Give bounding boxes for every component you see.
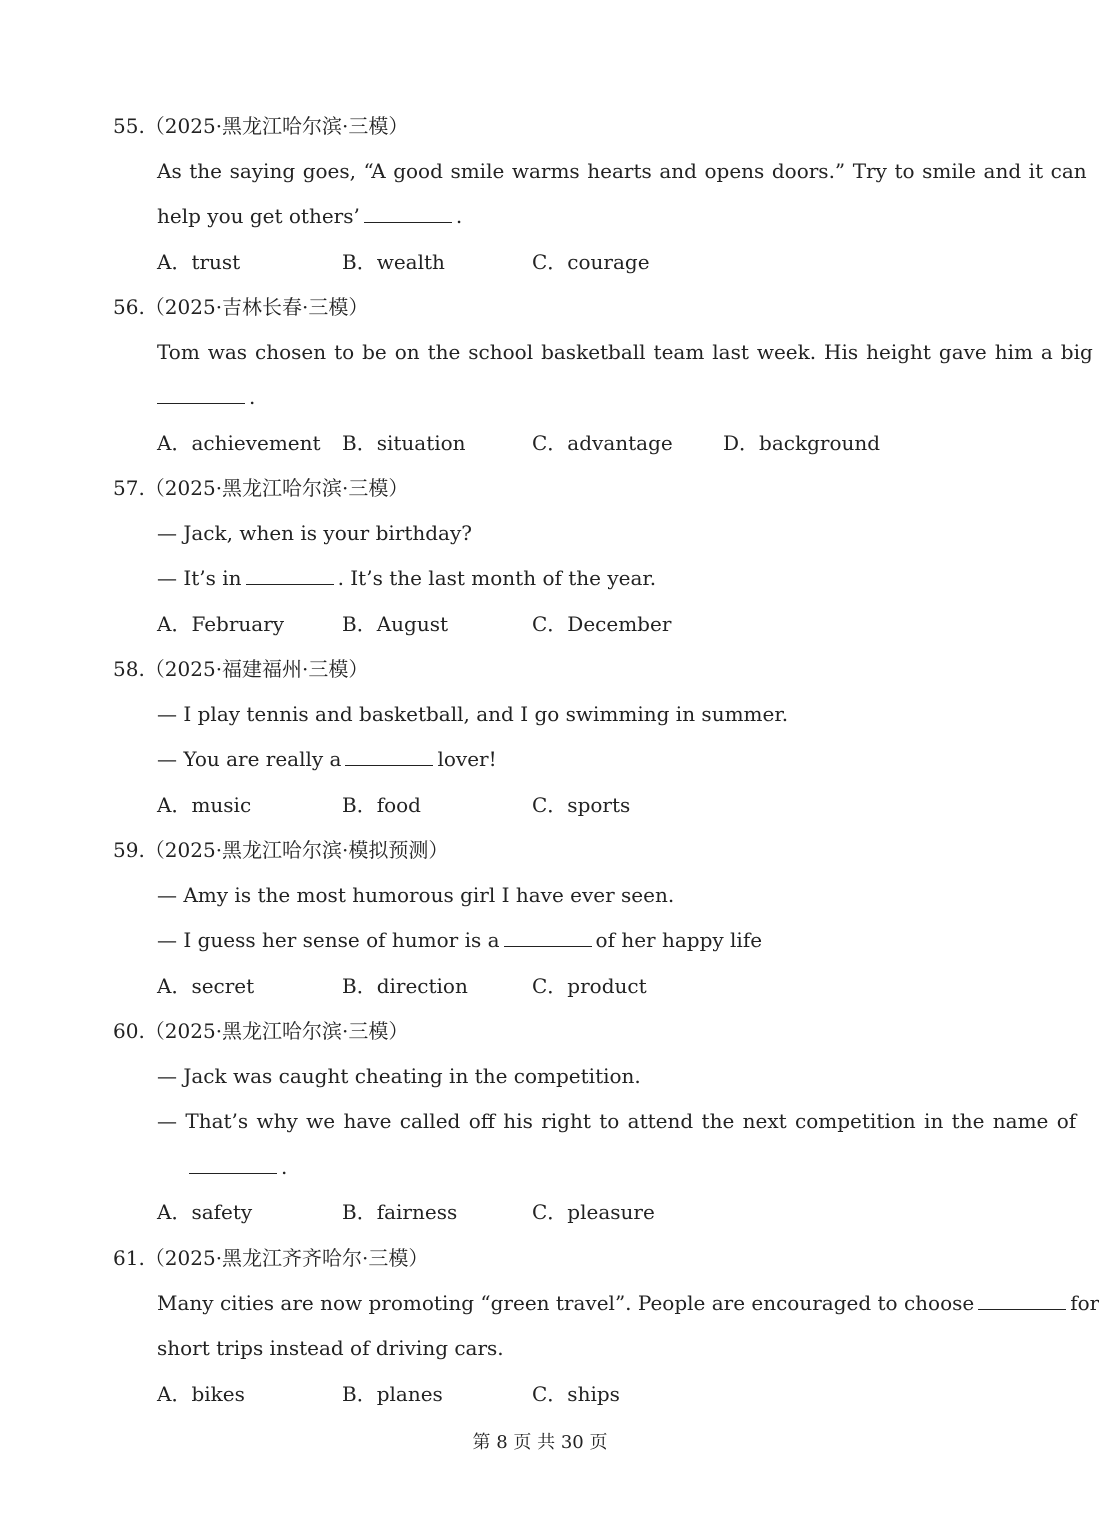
option-b[interactable]: B．food xyxy=(342,792,421,817)
text-fragment: — I guess her sense of humor is a xyxy=(157,928,500,953)
option-c[interactable]: C．December xyxy=(532,611,672,636)
option-b[interactable]: B．wealth xyxy=(342,249,445,274)
question-text-line xyxy=(157,382,973,412)
option-a[interactable]: A．music xyxy=(157,792,252,817)
question-text: Tom was chosen to be on the school basketball team last week. His height gave him a big xyxy=(157,340,1093,364)
question-55 xyxy=(113,111,1087,277)
options xyxy=(157,1379,973,1409)
options xyxy=(157,1197,973,1227)
question-text-line xyxy=(157,563,973,593)
text-fragment: . xyxy=(281,1154,288,1179)
option-d[interactable]: D．background xyxy=(723,430,881,455)
option-b[interactable]: B．direction xyxy=(342,973,468,998)
text-fragment: for xyxy=(1070,1291,1099,1315)
text-fragment: . xyxy=(455,204,463,229)
question-text-line xyxy=(157,1288,1099,1318)
text-fragment: — You are really a xyxy=(157,747,342,772)
question-59 xyxy=(113,835,973,1001)
option-b[interactable]: B．August xyxy=(342,611,449,636)
option-b[interactable]: B．planes xyxy=(342,1381,443,1406)
options xyxy=(157,428,973,458)
text-fragment: . xyxy=(249,385,256,410)
text-fragment: Many cities are now promoting “green travel”. People are encouraged to choose xyxy=(157,1291,975,1315)
option-c[interactable]: C．ships xyxy=(532,1381,620,1406)
question-text-line xyxy=(157,1152,973,1182)
answer-blank xyxy=(978,1291,1066,1310)
options xyxy=(157,790,973,820)
question-head: 58.（2025·福建福州·三模） xyxy=(113,657,369,681)
question-text: — I play tennis and basketball, and I go swimming in summer. xyxy=(157,702,789,726)
question-head: 56.（2025·吉林长春·三模） xyxy=(113,295,369,319)
question-text-line xyxy=(157,201,973,231)
question-text: — That’s why we have called off his right to attend the next competition in the name of xyxy=(157,1109,1077,1134)
text-fragment: help you get others’ xyxy=(157,204,360,229)
question-60 xyxy=(113,1016,1077,1227)
question-61 xyxy=(113,1243,1099,1409)
question-text: As the saying goes, “A good smile warms hearts and opens doors.” Try to smile and it can xyxy=(157,159,1087,183)
question-text-line xyxy=(157,744,973,774)
option-b[interactable]: B．fairness xyxy=(342,1200,458,1225)
answer-blank xyxy=(189,1155,277,1174)
question-head: 57.（2025·黑龙江哈尔滨·三模） xyxy=(113,476,409,500)
option-a[interactable]: A．February xyxy=(157,611,285,636)
option-a[interactable]: A．safety xyxy=(157,1200,253,1225)
option-a[interactable]: A．trust xyxy=(157,249,241,274)
text-fragment: . It’s the last month of the year. xyxy=(337,566,657,591)
question-head: 59.（2025·黑龙江哈尔滨·模拟预测） xyxy=(113,838,449,862)
text-fragment: — It’s in xyxy=(157,566,242,591)
question-text: — Amy is the most humorous girl I have ever seen. xyxy=(157,883,675,907)
question-head: 61.（2025·黑龙江齐齐哈尔·三模） xyxy=(113,1246,429,1270)
option-c[interactable]: C．pleasure xyxy=(532,1200,655,1225)
question-57 xyxy=(113,473,973,639)
option-c[interactable]: C．sports xyxy=(532,792,631,817)
question-text: short trips instead of driving cars. xyxy=(157,1336,504,1361)
options xyxy=(157,609,973,639)
question-text: — Jack, when is your birthday? xyxy=(157,521,472,545)
option-a[interactable]: A．achievement xyxy=(157,430,321,455)
answer-blank xyxy=(504,928,592,947)
question-56 xyxy=(113,292,1093,458)
text-fragment: of her happy life xyxy=(595,928,763,953)
answer-blank xyxy=(345,747,433,766)
answer-blank xyxy=(157,385,245,404)
option-c[interactable]: C．advantage xyxy=(532,430,673,455)
option-a[interactable]: A．bikes xyxy=(157,1381,245,1406)
option-a[interactable]: A．secret xyxy=(157,973,255,998)
option-b[interactable]: B．situation xyxy=(342,430,466,455)
question-text-line xyxy=(157,925,973,955)
options xyxy=(157,247,973,277)
options xyxy=(157,971,973,1001)
text-fragment: lover! xyxy=(437,747,497,772)
option-c[interactable]: C．courage xyxy=(532,249,650,274)
option-c[interactable]: C．product xyxy=(532,973,647,998)
answer-blank xyxy=(364,204,452,223)
page-footer: 第 8 页 共 30 页 xyxy=(472,1432,608,1453)
question-58 xyxy=(113,654,973,820)
question-text: — Jack was caught cheating in the competition. xyxy=(157,1064,641,1088)
question-head: 60.（2025·黑龙江哈尔滨·三模） xyxy=(113,1019,409,1043)
question-head: 55.（2025·黑龙江哈尔滨·三模） xyxy=(113,114,409,138)
answer-blank xyxy=(246,566,334,585)
